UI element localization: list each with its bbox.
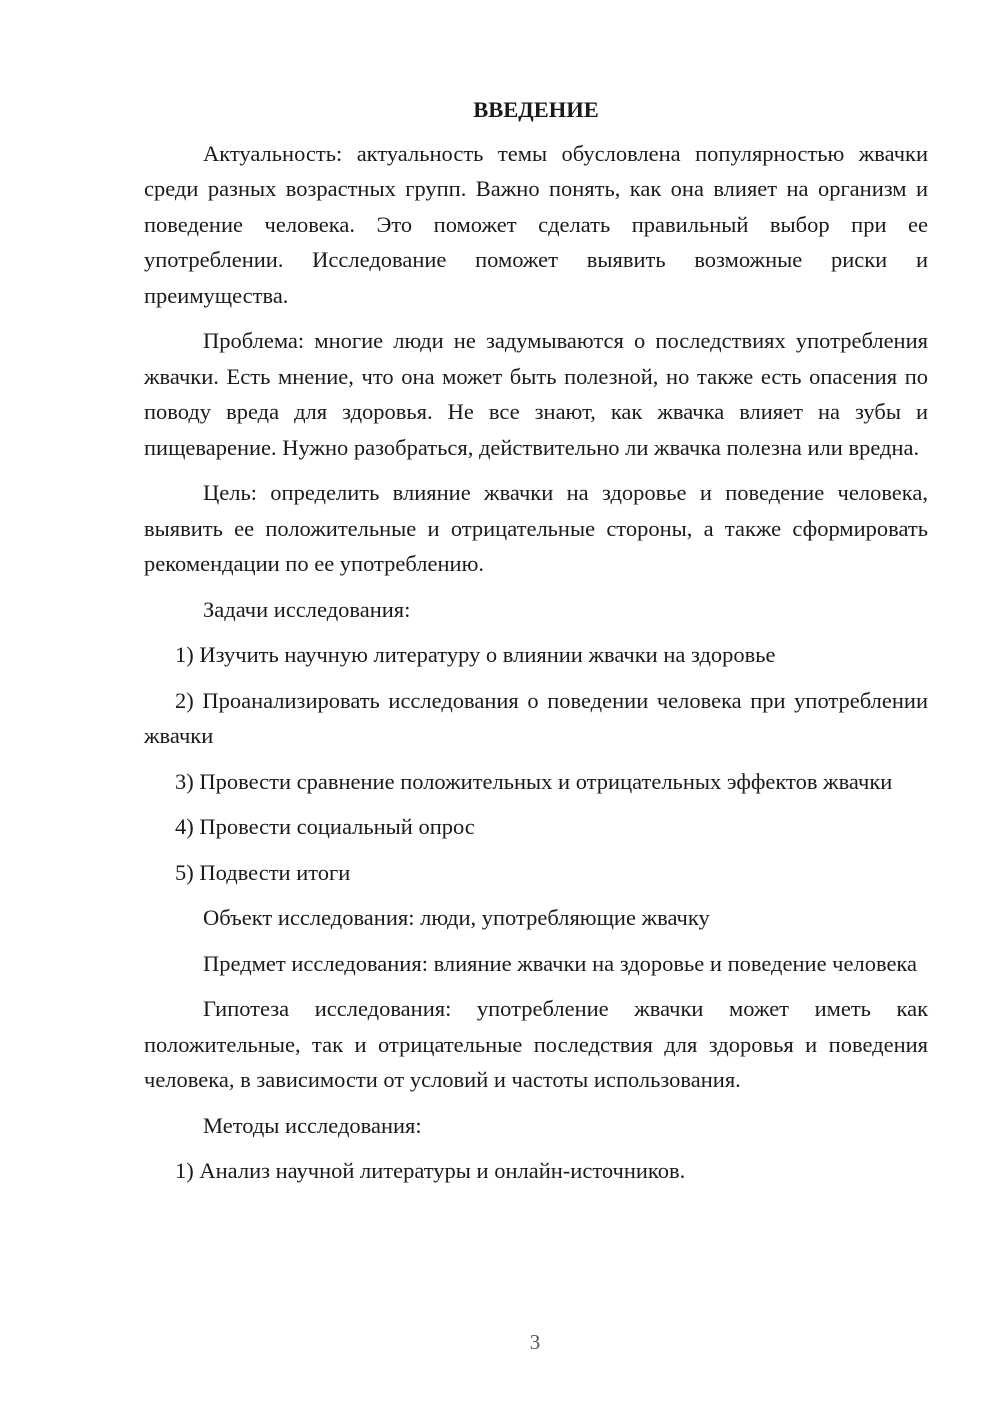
method-item-1: 1) Анализ научной литературы и онлайн-источников.: [175, 1158, 686, 1183]
paragraph-tasks-heading: Задачи исследования:: [203, 596, 411, 622]
task-item-1: 1) Изучить научную литературу о влиянии жвачки на здоровье: [175, 642, 776, 667]
document-page: [144, 92, 928, 1199]
section-title: ВВЕДЕНИЕ: [473, 97, 599, 122]
paragraph-subject: Предмет исследования: влияние жвачки на здоровье и поведение человека: [203, 950, 918, 976]
task-item-5: 5) Подвести итоги: [175, 859, 351, 885]
task-item-3: 3) Провести сравнение положительных и отрицательных эффектов жвачки: [175, 768, 893, 794]
paragraph-goal: Цель: определить влияние жвачки на здоровье и поведение человека, выявить ее положительные и отрицательные стороны, а также сформировать рекомендации по ее употреблению.: [144, 480, 928, 576]
paragraph-hypothesis: Гипотеза исследования: употребление жвачки может иметь как положительные, так и отрицательные последствия для здоровья и поведения человека, в зависимости от условий и частоты использования.: [144, 996, 928, 1092]
paragraph-object: Объект исследования: люди, употребляющие жвачку: [203, 905, 710, 930]
task-item-4: 4) Провести социальный опрос: [175, 814, 475, 839]
paragraph-methods-heading: Методы исследования:: [203, 1112, 422, 1138]
paragraph-relevance: Актуальность: актуальность темы обусловлена популярностью жвачки среди разных возрастных групп. Важно понять, как она влияет на организм и поведение человека. Это поможет сделать правильный выбор при ее употреблении. Исследование поможет выявить возможные риски и преимущества.: [144, 140, 928, 308]
paragraph-problem: Проблема: многие люди не задумываются о последствиях употребления жвачки. Есть мнение, что она может быть полезной, но также есть опасения по поводу вреда для здоровья. Не все знают, как жвачка влияет на зубы и пищеварение. Нужно разобраться, действительно ли жвачка полезна или вредна.: [144, 328, 928, 460]
task-item-2: 2) Проанализировать исследования о поведении человека при употреблении жвачки: [144, 687, 928, 748]
page-number: 3: [529, 1330, 541, 1354]
